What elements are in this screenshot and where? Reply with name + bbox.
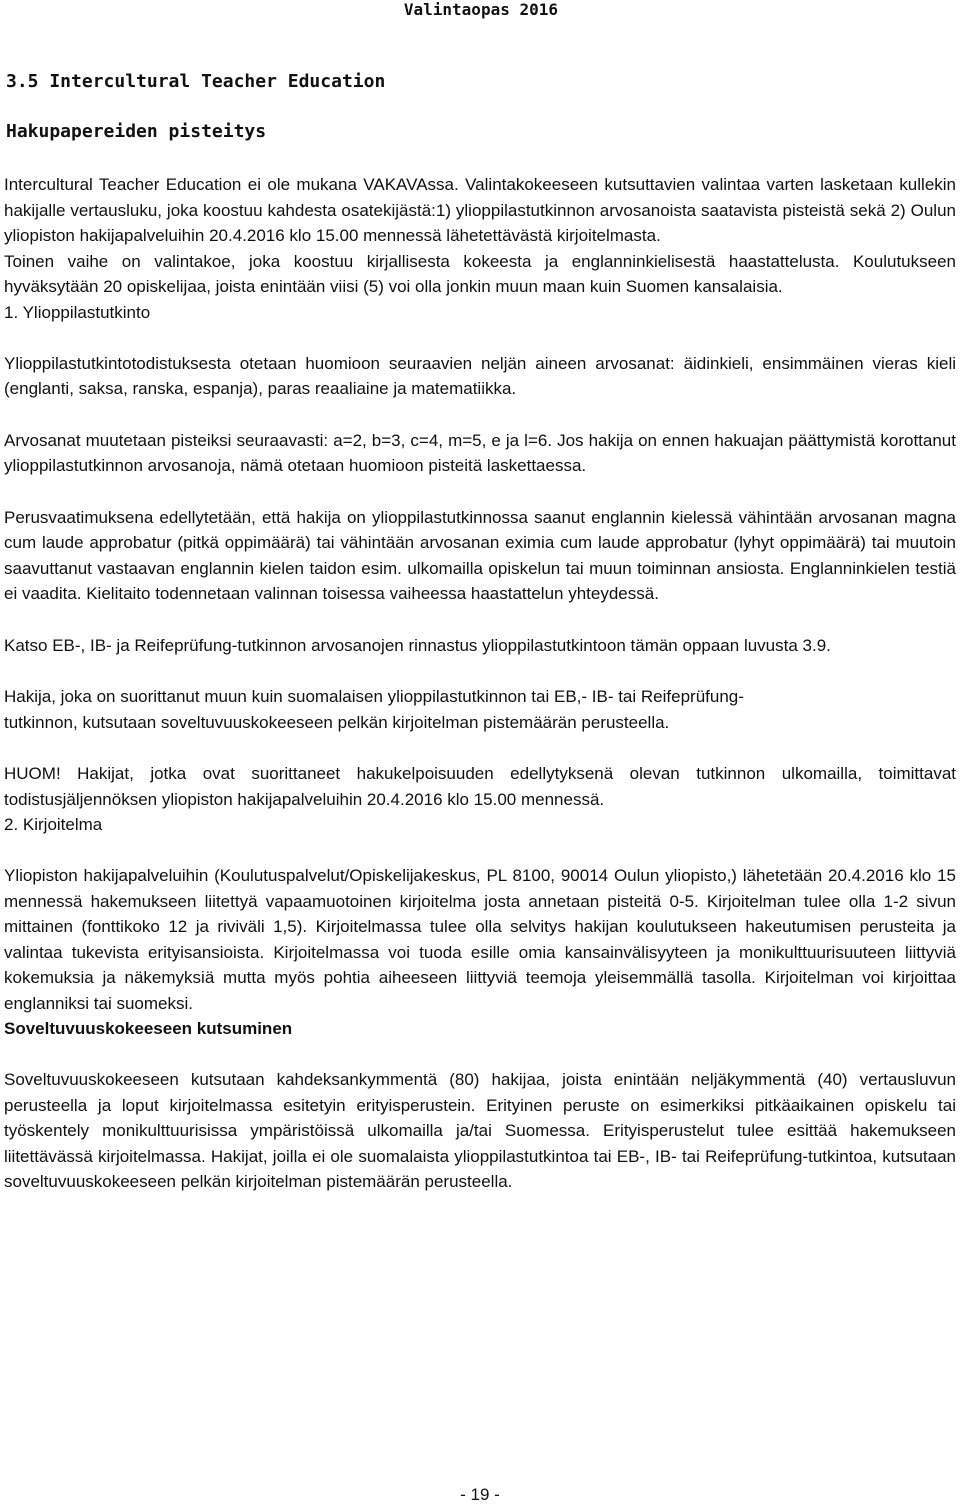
paragraph-arvosanat-aineet: Ylioppilastutkintotodistuksesta otetaan huomioon seuraavien neljän aineen arvosanat: äidinkieli, ensimmäinen vieras kieli (englanti, saksa, ranska, espanja), paras reaaliaine ja matematiikka.	[4, 353, 956, 398]
intro-paragraph: Intercultural Teacher Education ei ole mukana VAKAVAssa. Valintakokeeseen kutsuttavien valintaa varten lasketaan kullekin hakijalle vertausluku, joka koostuu kahdesta osatekijästä:1) ylioppilastutkinnon arvosanoista saatavista pisteistä sekä 2) Oulun yliopiston hakijapalveluihin 20.4.2016 klo 15.00 mennessä lähetettävästä kirjoitelmasta.	[4, 175, 956, 245]
paragraph-perusvaatimus: Perusvaatimuksena edellytetään, että hakija on ylioppilastutkinnossa saanut englannin kielessä vähintään arvosanan magna cum laude approbatur (pitkä oppimäärä) tai vähintään arvosanan eximia cum laude approbatur (lyhyt oppimäärä) tai muutoin saavuttanut vastaavan englannin kielen taidon esim. ulkomailla opiskelun tai muun toiminnan ansiosta. Englanninkielen testiä ei vaadita. Kielitaito todennetaan valinnan toisessa vaiheessa haastattelun yhteydessä.	[4, 507, 956, 603]
paragraph-rinnastus: Katso EB-, IB- ja Reifeprüfung-tutkinnon arvosanojen rinnastus ylioppilastutkintoon tämän oppaan luvusta 3.9.	[4, 635, 831, 655]
heading-kirjoitelma: 2. Kirjoitelma	[4, 815, 103, 834]
page-header-title: Valintaopas 2016	[403, 0, 558, 19]
paragraph-soveltuvuuskoe: Soveltuvuuskokeeseen kutsutaan kahdeksankymmentä (80) hakijaa, joista enintään neljäkymmentä (40) vertausluvun perusteella ja loput kirjoitelmassa esitetyin erityisperustein. Erityinen peruste on esimerkiksi pitkäaikainen opiskelu tai työskentely monikulttuurisissa ympäristöissä ulkomailla ja/tai Suomessa. Erityisperustelut tulee esittää hakemukseen liitettävässä kirjoitelmassa. Hakijat, joilla ei ole suomalaista ylioppilastutkintoa tai EB-, IB- tai Reifeprüfung-tutkintoa, kutsutaan soveltuvuuskokeeseen pelkän kirjoitelman pistemäärän perusteella.	[4, 1070, 956, 1191]
paragraph-muu-tutkinto-line2: tutkinnon, kutsutaan soveltuvuuskokeeseen pelkän kirjoitelman pistemäärän perusteella.	[4, 712, 670, 732]
paragraph-huom: HUOM! Hakijat, jotka ovat suorittaneet hakukelpoisuuden edellytyksenä olevan tutkinnon ulkomailla, toimittavat todistusjäljennöksen yliopiston hakijapalveluihin 20.4.2016 klo 15.00 mennessä.	[4, 764, 956, 809]
page-number: - 19 -	[460, 1485, 500, 1504]
heading-soveltuvuuskoe: Soveltuvuuskokeeseen kutsuminen	[4, 1019, 293, 1038]
intro-paragraph-2: Toinen vaihe on valintakoe, joka koostuu kirjallisesta kokeesta ja englanninkielisestä haastattelusta. Koulutukseen hyväksytään 20 opiskelijaa, joista enintään viisi (5) voi olla jonkin muun maan kuin Suomen kansalaisia.	[4, 251, 956, 296]
heading-ylioppilastutkinto: 1. Ylioppilastutkinto	[4, 302, 151, 322]
section-title: 3.5 Intercultural Teacher Education	[6, 71, 386, 92]
paragraph-pisteet: Arvosanat muutetaan pisteiksi seuraavasti: a=2, b=3, c=4, m=5, e ja l=6. Jos hakija on ennen hakuajan päättymistä korottanut ylioppilastutkinnon arvosanoja, nämä otetaan huomioon pisteitä laskettaessa.	[4, 430, 956, 475]
paragraph-muu-tutkinto-line1: Hakija, joka on suorittanut muun kuin suomalaisen ylioppilastutkinnon tai EB,- IB- tai Reifeprüfung-	[4, 687, 744, 706]
paragraph-kirjoitelma: Yliopiston hakijapalveluihin (Koulutuspalvelut/Opiskelijakeskus, PL 8100, 90014 Oulun yliopisto,) lähetetään 20.4.2016 klo 15 mennessä hakemukseen liitettyä vapaamuotoinen kirjoitelma josta annetaan pisteitä 0-5. Kirjoitelman tulee olla 1-2 sivun mittainen (fonttikoko 12 ja riviväli 1,5). Kirjoitelmassa tulee olla selvitys hakijan koulutukseen hakeutumisen perusteita ja valintaa tukevista erityisansioista. Kirjoitelmassa voi tuoda esille omia kansainvälisyyteen ja monikulttuurisuuteen liittyviä kokemuksia ja näkemyksiä mutta myös pohtia aiheeseen liittyviä teemoja yleisemmällä tasolla. Kirjoitelman voi kirjoittaa englanniksi tai suomeksi.	[4, 866, 956, 1013]
paragraph-muu-tutkinto	[4, 684, 956, 735]
section-subtitle: Hakupapereiden pisteitys	[6, 121, 267, 142]
document-body	[4, 172, 956, 1195]
